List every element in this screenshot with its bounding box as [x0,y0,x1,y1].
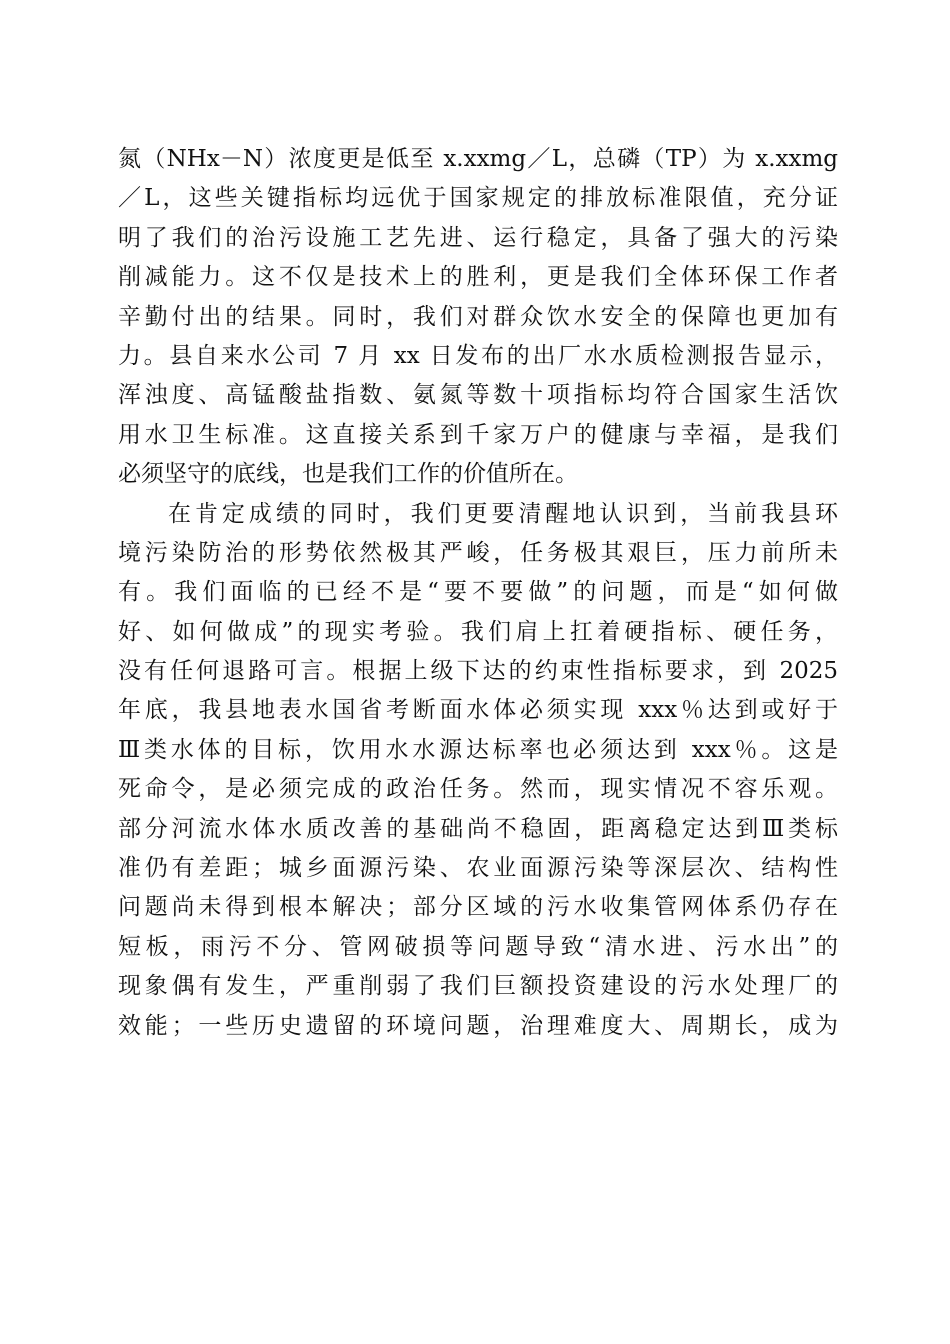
text-line: 氮（NHx－N）浓度更是低至 x.xxmg／L，总磷（TP）为 x.xxmg [118,146,838,172]
text-line: 必须坚守的底线，也是我们工作的价值所在。 [118,461,578,488]
paragraph-water-quality [118,140,838,495]
text-line: 准仍有差距；城乡面源污染、农业面源污染等深层次、结构性 [118,855,838,882]
text-line: 明了我们的治污设施工艺先进、运行稳定，具备了强大的污染 [118,224,838,251]
text-line: 短板，雨污不分、管网破损等问题导致“清水进、污水出”的 [118,933,838,960]
text-line: 年底，我县地表水国省考断面水体必须实现 xxx％达到或好于 [118,697,838,724]
text-line: 浑浊度、高锰酸盐指数、氨氮等数十项指标均符合国家生活饮 [118,382,838,409]
text-line: 死命令，是必须完成的政治任务。然而，现实情况不容乐观。 [118,776,838,803]
text-line: 效能；一些历史遗留的环境问题，治理难度大、周期长，成为 [118,1012,838,1039]
text-line: 削减能力。这不仅是技术上的胜利，更是我们全体环保工作者 [118,264,838,291]
text-line: 辛勤付出的结果。同时，我们对群众饮水安全的保障也更加有 [118,303,838,330]
text-line: 部分河流水体水质改善的基础尚不稳固，距离稳定达到Ⅲ类标 [118,815,838,842]
text-line: 力。县自来水公司 7 月 xx 日发布的出厂水水质检测报告显示， [118,342,838,369]
text-line: ／L，这些关键指标均远优于国家规定的排放标准限值，充分证 [118,185,838,212]
text-line: 境污染防治的形势依然极其严峻，任务极其艰巨，压力前所未 [118,539,838,566]
text-line: 现象偶有发生，严重削弱了我们巨额投资建设的污水处理厂的 [118,973,838,1000]
text-line: 在肯定成绩的同时，我们更要清醒地认识到，当前我县环 [168,500,838,527]
paragraph-challenges [118,495,838,1046]
document-body [118,140,838,1046]
text-line: Ⅲ类水体的目标，饮用水水源达标率也必须达到 xxx％。这是 [118,736,838,763]
text-line: 用水卫生标准。这直接关系到千家万户的健康与幸福，是我们 [118,421,838,448]
text-line: 没有任何退路可言。根据上级下达的约束性指标要求，到 2025 [118,658,838,685]
text-line: 问题尚未得到根本解决；部分区域的污水收集管网体系仍存在 [118,894,838,921]
text-line: 好、如何做成”的现实考验。我们肩上扛着硬指标、硬任务， [118,618,838,645]
text-line: 有。我们面临的已经不是“要不要做”的问题，而是“如何做 [118,579,838,606]
